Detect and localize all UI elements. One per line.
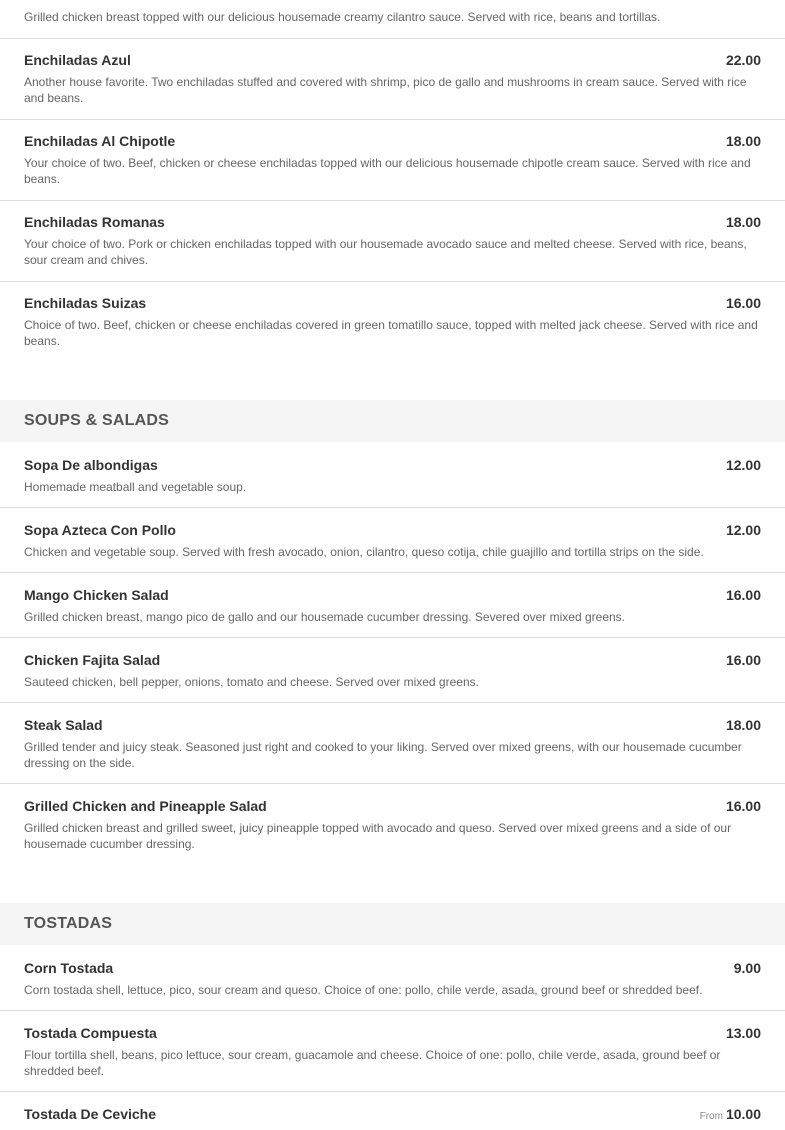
item-name: Sopa De albondigas: [24, 457, 158, 473]
item-name: Sopa Azteca Con Pollo: [24, 522, 176, 538]
divider: [0, 119, 785, 120]
item-description: Choice of two. Beef, chicken or cheese enchiladas covered in green tomatillo sauce, topped with melted jack cheese. Served with rice and beans.: [24, 318, 758, 348]
item-name: Enchiladas Romanas: [24, 214, 165, 230]
menu-item-corn-tostada[interactable]: [0, 960, 785, 998]
price-value: 10.00: [725, 1106, 761, 1122]
item-name: Enchiladas Suizas: [24, 295, 147, 311]
item-name: Enchiladas Al Chipotle: [24, 133, 176, 149]
item-price: 9.00: [733, 960, 761, 976]
item-price: 16.00: [725, 652, 761, 668]
item-price: 16.00: [725, 587, 761, 603]
item-name: Mango Chicken Salad: [24, 587, 169, 603]
divider: [0, 507, 785, 508]
item-description: Sauteed chicken, bell pepper, onions, tomato and cheese. Served over mixed greens.: [24, 675, 479, 689]
item-name: Enchiladas Azul: [24, 52, 131, 68]
item-name: Steak Salad: [24, 717, 103, 733]
item-price: 12.00: [725, 522, 761, 538]
divider: [0, 702, 785, 703]
section-header-soups-salads: [0, 400, 785, 442]
item-name: Corn Tostada: [24, 960, 114, 976]
item-price: 16.00: [725, 295, 761, 311]
item-price: [700, 1106, 761, 1125]
divider: [0, 637, 785, 638]
menu-item-partial[interactable]: [0, 9, 785, 25]
item-price: 13.00: [725, 1025, 761, 1041]
item-description: Grilled chicken breast topped with our delicious housemade creamy cilantro sauce. Served with rice, beans and tortillas.: [24, 10, 661, 24]
item-description: Flour tortilla shell, beans, pico lettuce, sour cream, guacamole and cheese. Choice of one: pollo, chile verde, asada, ground beef or shredded beef.: [24, 1048, 721, 1078]
section-title: TOSTADAS: [24, 915, 113, 932]
menu-item-tostada-compuesta[interactable]: [0, 1025, 785, 1079]
divider: [0, 1091, 785, 1092]
section-title: SOUPS & SALADS: [24, 412, 170, 429]
item-description: Grilled tender and juicy steak. Seasoned just right and cooked to your liking. Served over mixed greens, with our housemade cucumber dressing on the side.: [24, 740, 742, 770]
item-description: Another house favorite. Two enchiladas stuffed and covered with shrimp, pico de gallo and mushrooms in cream sauce. Served with rice and beans.: [24, 75, 747, 105]
menu-item-enchiladas-suizas[interactable]: [0, 295, 785, 349]
item-name: Tostada De Ceviche: [24, 1106, 157, 1122]
divider: [0, 200, 785, 201]
menu-item-chicken-fajita-salad[interactable]: [0, 652, 785, 690]
divider: [0, 783, 785, 784]
section-header-tostadas: [0, 903, 785, 945]
divider: [0, 1010, 785, 1011]
price-prefix: From: [699, 1111, 723, 1122]
menu-item-sopa-de-albondigas[interactable]: [0, 457, 785, 495]
item-price: 12.00: [725, 457, 761, 473]
item-description: Grilled chicken breast and grilled sweet, juicy pineapple topped with avocado and queso. Served over mixed greens and a side of our housemade cucumber dressing.: [24, 821, 732, 851]
item-price: 18.00: [725, 133, 761, 149]
item-description: Homemade meatball and vegetable soup.: [24, 480, 247, 494]
menu-item-mango-chicken-salad[interactable]: [0, 587, 785, 625]
menu-item-steak-salad[interactable]: [0, 717, 785, 771]
item-description: Your choice of two. Beef, chicken or cheese enchiladas topped with our delicious housemade chipotle cream sauce. Served with rice and beans.: [24, 156, 751, 186]
menu-item-enchiladas-azul[interactable]: [0, 52, 785, 106]
item-description: Corn tostada shell, lettuce, pico, sour cream and queso. Choice of one: pollo, chile verde, asada, ground beef or shredded beef.: [24, 983, 703, 997]
item-name: Grilled Chicken and Pineapple Salad: [24, 798, 267, 814]
item-description: Grilled chicken breast, mango pico de gallo and our housemade cucumber dressing. Severed over mixed greens.: [24, 610, 625, 624]
item-price: 22.00: [725, 52, 761, 68]
menu-item-sopa-azteca[interactable]: [0, 522, 785, 560]
menu-item-enchiladas-al-chipotle[interactable]: [0, 133, 785, 187]
divider: [0, 281, 785, 282]
divider: [0, 38, 785, 39]
menu-item-enchiladas-romanas[interactable]: [0, 214, 785, 268]
item-price: 18.00: [725, 214, 761, 230]
item-name: Chicken Fajita Salad: [24, 652, 161, 668]
divider: [0, 572, 785, 573]
menu-item-grilled-chicken-pineapple-salad[interactable]: [0, 798, 785, 852]
item-price: 16.00: [725, 798, 761, 814]
item-name: Tostada Compuesta: [24, 1025, 157, 1041]
item-price: 18.00: [725, 717, 761, 733]
item-description: Your choice of two. Pork or chicken enchiladas topped with our housemade avocado sauce and melted cheese. Served with rice, beans, sour cream and chives.: [24, 237, 747, 267]
menu-item-tostada-de-ceviche[interactable]: [0, 1106, 785, 1125]
item-description: Chicken and vegetable soup. Served with fresh avocado, onion, cilantro, queso cotija, chile guajillo and tortilla strips on the side.: [24, 545, 704, 559]
